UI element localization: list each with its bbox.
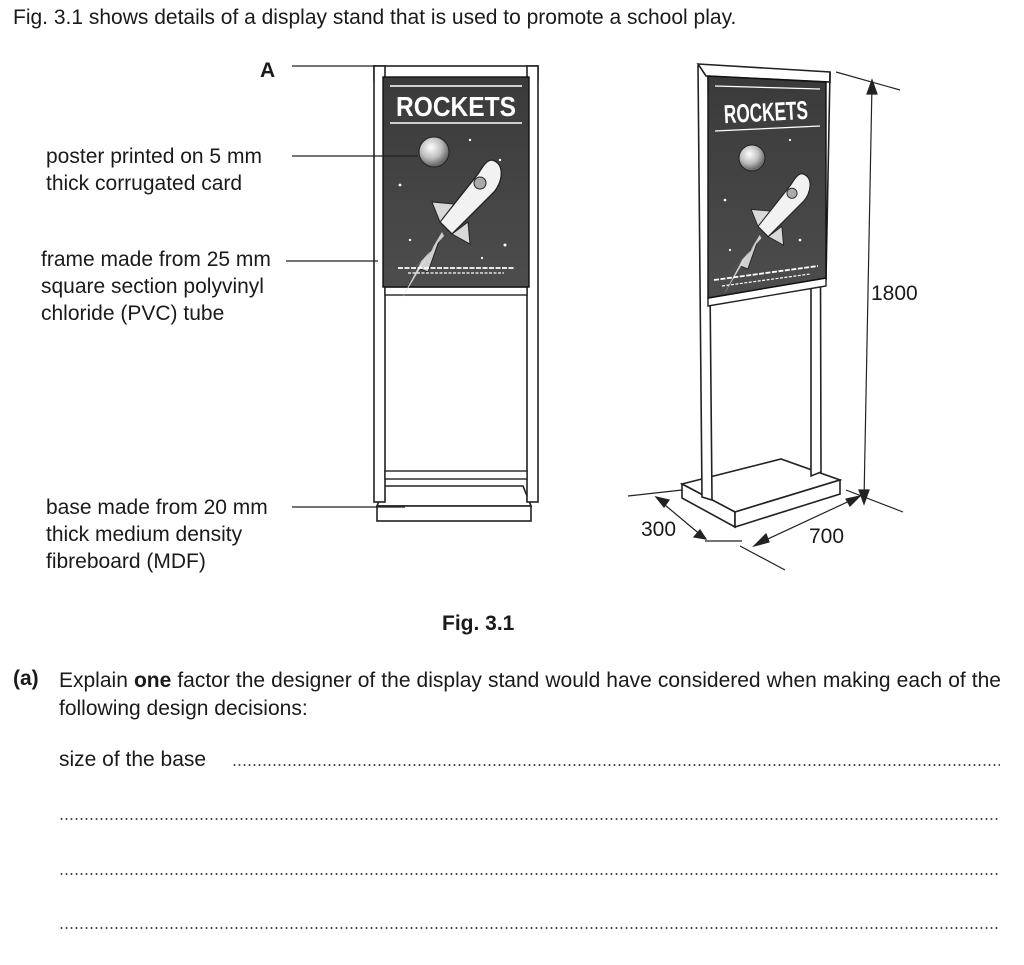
dimension-depth-label: 300 bbox=[641, 518, 677, 541]
frame-label-line-3: chloride (PVC) tube bbox=[41, 302, 225, 325]
question-text-end: factor the designer of the display stand would have considered when making each of the following design decisions: bbox=[59, 669, 1001, 720]
poster-title-iso: ROCKETS bbox=[723, 92, 852, 130]
frame-label-line-2: square section polyvinyl bbox=[41, 275, 264, 298]
isometric-view bbox=[682, 64, 852, 527]
answer-line-2[interactable] bbox=[59, 818, 1000, 820]
front-view bbox=[374, 66, 538, 521]
poster-label-line-2: thick corrugated card bbox=[46, 172, 243, 195]
poster-label-line-1: poster printed on 5 mm bbox=[46, 145, 262, 168]
answer-line-1[interactable] bbox=[232, 764, 1000, 766]
label-a: A bbox=[260, 59, 276, 82]
base-label-line-1: base made from 20 mm bbox=[46, 496, 268, 519]
figure-caption: Fig. 3.1 bbox=[442, 612, 515, 635]
frame-label-line-1: frame made from 25 mm bbox=[41, 248, 271, 271]
dimension-width-label: 700 bbox=[809, 525, 845, 548]
base-label-line-3: fibreboard (MDF) bbox=[46, 550, 206, 573]
dimension-height-label: 1800 bbox=[871, 282, 918, 305]
question-text-start: Explain bbox=[59, 669, 134, 692]
question-number: (a) bbox=[13, 667, 39, 690]
base-label-line-2: thick medium density bbox=[46, 523, 243, 546]
question-text bbox=[59, 667, 1001, 723]
answer-line-4[interactable] bbox=[59, 927, 1000, 929]
answer-prompt: size of the base bbox=[59, 748, 207, 771]
question-text-emphasis: one bbox=[133, 669, 172, 692]
poster-title-front: ROCKETS bbox=[396, 91, 516, 122]
intro-text: Fig. 3.1 shows details of a display stand that is used to promote a school play. bbox=[13, 6, 737, 29]
answer-line-3[interactable] bbox=[59, 873, 1000, 875]
